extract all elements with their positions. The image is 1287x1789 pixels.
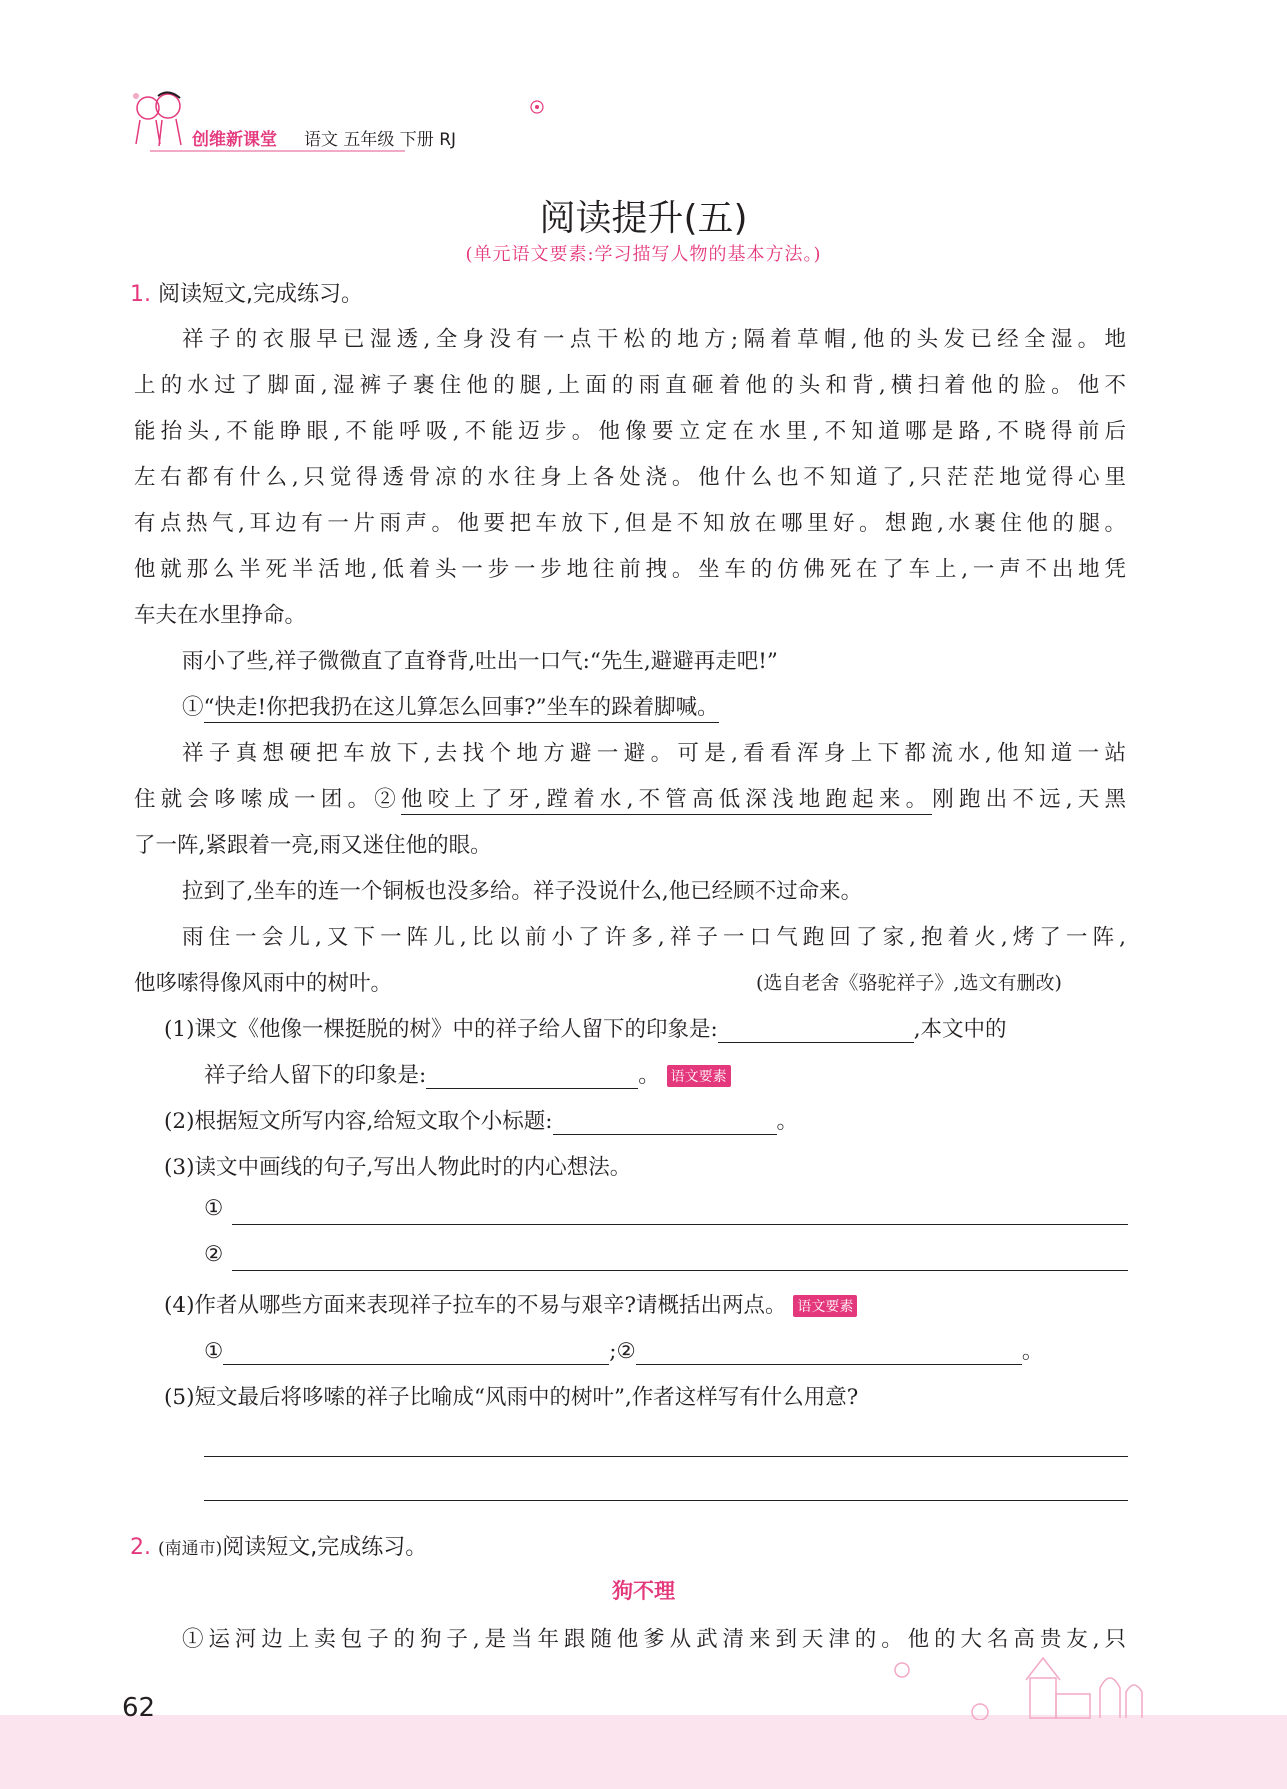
question-number: 1. bbox=[130, 282, 151, 307]
question-text: (2)根据短文所写内容,给短文取个小标题: bbox=[164, 1109, 553, 1134]
sentence-marker: ② bbox=[374, 787, 401, 812]
sub-question-5: (5)短文最后将哆嗦的祥子比喻成“风雨中的树叶”,作者这样写有什么用意? bbox=[164, 1385, 859, 1410]
sub-question-4 bbox=[164, 1288, 857, 1319]
book-info: 语文 五年级 下册 RJ bbox=[304, 130, 457, 150]
question-text: 。 bbox=[638, 1063, 660, 1088]
story-title: 狗不理 bbox=[612, 1579, 675, 1603]
passage-text: 住就会哆嗦成一团。 bbox=[134, 787, 375, 812]
answer-blank-4-1[interactable] bbox=[223, 1342, 609, 1365]
answer-line-5-1[interactable] bbox=[204, 1456, 1128, 1457]
answer-blank-2[interactable] bbox=[553, 1112, 777, 1135]
sub-question-2 bbox=[164, 1104, 798, 1135]
header-divider bbox=[150, 150, 405, 152]
underlined-sentence-2: 他咬上了牙,蹚着水,不管高低深浅地跑起来。 bbox=[401, 787, 932, 815]
unit-element-note: (单元语文要素:学习描写人物的基本方法。) bbox=[465, 244, 822, 265]
page-number: 62 bbox=[122, 1693, 156, 1723]
answer-label-3-2: ② bbox=[204, 1242, 224, 1267]
passage-line: 车夫在水里挣命。 bbox=[134, 603, 307, 628]
question-1-heading bbox=[130, 277, 363, 308]
brand-name: 创维新课堂 bbox=[192, 130, 277, 150]
answer-blank-4-2[interactable] bbox=[636, 1342, 1022, 1365]
question-text: (1)课文《他像一棵挺脱的树》中的祥子给人留下的印象是: bbox=[164, 1017, 718, 1042]
passage-line: 了一阵,紧跟着一亮,雨又迷住他的眼。 bbox=[134, 833, 492, 858]
answer-blank-1b[interactable] bbox=[426, 1066, 638, 1089]
castle-decoration-icon bbox=[880, 1650, 1160, 1720]
question-2-heading bbox=[130, 1530, 427, 1561]
passage-paragraph-5: 拉到了,坐车的连一个铜板也没多给。祥子没说什么,他已经顾不过命来。 bbox=[182, 879, 863, 904]
language-element-tag: 语文要素 bbox=[667, 1065, 731, 1087]
passage-paragraph-6: 雨住一会儿,又下一阵儿,比以前小了许多,祥子一口气跑回了家,抱着火,烤了一阵, bbox=[182, 925, 1126, 950]
question-instruction: 阅读短文,完成练习。 bbox=[158, 282, 363, 307]
passage-line: 有点热气,耳边有一片雨声。他要把车放下,但是不知放在哪里好。想跑,水裹住他的腿。 bbox=[134, 511, 1126, 536]
answer-line-5-2[interactable] bbox=[204, 1500, 1128, 1501]
question-text: 祥子给人留下的印象是: bbox=[204, 1063, 427, 1088]
sentence-marker: ① bbox=[182, 695, 204, 720]
flower-icon bbox=[528, 98, 546, 116]
passage-text: 刚跑出不远,天黑 bbox=[932, 787, 1126, 812]
answer-line-3-2[interactable] bbox=[232, 1270, 1128, 1271]
passage-line: 上的水过了脚面,湿裤子裹住他的腿,上面的雨直砸着他的头和背,横扫着他的脸。他不 bbox=[134, 373, 1126, 398]
passage-source: (选自老舍《骆驼祥子》,选文有删改) bbox=[756, 972, 1062, 994]
kids-mascot-icon bbox=[128, 88, 190, 156]
sub-question-3: (3)读文中画线的句子,写出人物此时的内心想法。 bbox=[164, 1155, 632, 1180]
passage-line: 祥子的衣服早已湿透,全身没有一点干松的地方;隔着草帽,他的头发已经全湿。地 bbox=[182, 327, 1126, 352]
sub-question-1-cont bbox=[204, 1058, 731, 1089]
answer-label: ① bbox=[204, 1339, 224, 1364]
passage-line: 左右都有什么,只觉得透骨凉的水往身上各处浇。他什么也不知道了,只茫茫地觉得心里 bbox=[134, 465, 1126, 490]
question-text: 。 bbox=[776, 1109, 799, 1134]
answer-label: ② bbox=[616, 1339, 636, 1364]
question-text: (4)作者从哪些方面来表现祥子拉车的不易与艰辛?请概括出两点。 bbox=[164, 1293, 787, 1318]
page-title: 阅读提升(五) bbox=[539, 198, 748, 239]
passage-line: 他哆嗦得像风雨中的树叶。 bbox=[134, 971, 393, 996]
question-text: ,本文中的 bbox=[913, 1017, 1007, 1042]
question-region: (南通市) bbox=[158, 1539, 223, 1559]
separator: ; bbox=[609, 1339, 617, 1364]
sub-question-1 bbox=[164, 1012, 1007, 1043]
passage-paragraph-4-line-2 bbox=[134, 782, 1126, 813]
passage-paragraph-2: 雨小了些,祥子微微直了直脊背,吐出一口气:“先生,避避再走吧!” bbox=[182, 649, 778, 674]
answer-label-3-1: ① bbox=[204, 1196, 224, 1221]
passage-line: 能抬头,不能睁眼,不能呼吸,不能迈步。他像要立定在水里,不知道哪是路,不晓得前后 bbox=[134, 419, 1126, 444]
answer-line-3-1[interactable] bbox=[232, 1224, 1128, 1225]
period: 。 bbox=[1021, 1339, 1044, 1364]
answer-blank-1a[interactable] bbox=[718, 1020, 914, 1043]
passage-paragraph-4: 祥子真想硬把车放下,去找个地方避一避。可是,看看浑身上下都流水,他知道一站 bbox=[182, 741, 1126, 766]
story-first-line: ①运河边上卖包子的狗子,是当年跟随他爹从武清来到天津的。他的大名高贵友,只 bbox=[182, 1627, 1126, 1652]
passage-paragraph-3 bbox=[182, 690, 719, 721]
underlined-sentence-1: “快走!你把我扔在这儿算怎么回事?”坐车的跺着脚喊。 bbox=[204, 695, 719, 723]
footer-band bbox=[0, 1715, 1287, 1789]
language-element-tag: 语文要素 bbox=[793, 1295, 857, 1317]
question-instruction: 阅读短文,完成练习。 bbox=[222, 1535, 428, 1560]
passage-line: 他就那么半死半活地,低着头一步一步地往前拽。坐车的仿佛死在了车上,一声不出地凭 bbox=[134, 557, 1126, 582]
sub-question-4-answers bbox=[204, 1334, 1043, 1365]
question-number: 2. bbox=[130, 1535, 151, 1560]
